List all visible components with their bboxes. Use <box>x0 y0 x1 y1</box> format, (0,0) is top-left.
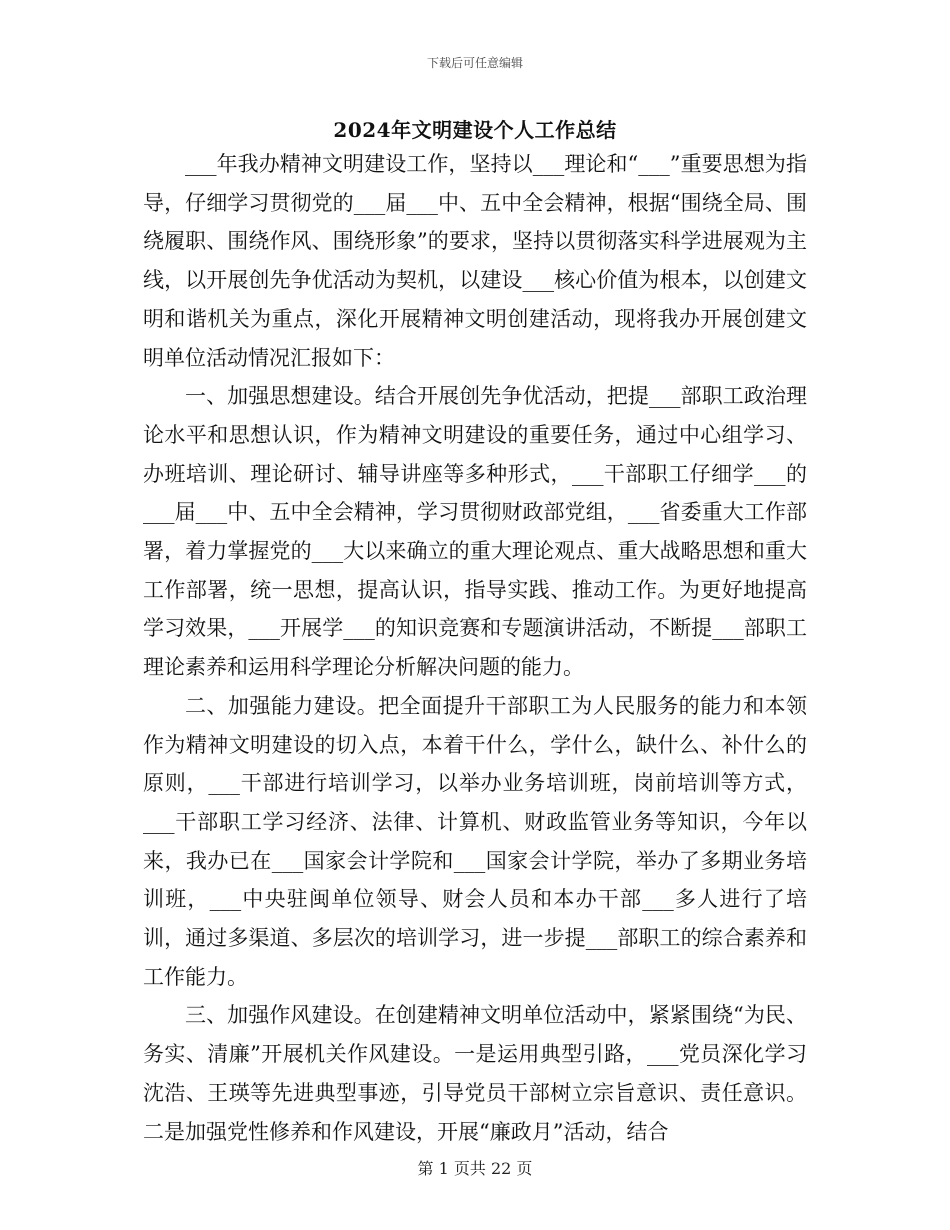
header-note: 下载后可任意编辑 <box>426 56 523 70</box>
paragraph-intro: ___年我办精神文明建设工作，坚持以___理论和“___”重要思想为指导，仔细学习贯彻党的___届___中、五中全会精神，根据“围绕全局、围绕履职、围绕作风、围绕形象”的要求，坚持以贯彻落实科学进展观为主线，以开展创先争优活动为契机，以建设___核心价值为根本，以创建文明和谐机关为重点，深化开展精神文明创建活动，现将我办开展创建文明单位活动情况汇报如下： <box>143 152 807 370</box>
document-body <box>143 145 807 1151</box>
page-footer: 第 1 页共 22 页 <box>417 1159 533 1178</box>
paragraph-conduct: 三、加强作风建设。在创建精神文明单位活动中，紧紧围绕“为民、务实、清廉”开展机关作风建设。一是运用典型引路，___党员深化学习沈浩、王瑛等先进典型事迹，引导党员干部树立宗旨意识、责任意识。二是加强党性修养和作风建设，开展“廉政月”活动，结合 <box>143 1003 807 1144</box>
paragraph-capability: 二、加强能力建设。把全面提升干部职工为人民服务的能力和本领作为精神文明建设的切入点，本着干什么，学什么，缺什么、补什么的原则，___干部进行培训学习，以举办业务培训班，岗前培训等方式，___干部职工学习经济、法律、计算机、财政监管业务等知识，今年以来，我办已在___国家会计学院和___国家会计学院，举办了多期业务培训班，___中央驻闽单位领导、财会人员和本办干部___多人进行了培训，通过多渠道、多层次的培训学习，进一步提___部职工的综合素养和工作能力。 <box>143 693 807 989</box>
document-title: 2024年文明建设个人工作总结 <box>333 118 617 142</box>
paragraph-ideology: 一、加强思想建设。结合开展创先争优活动，把提___部职工政治理论水平和思想认识，作为精神文明建设的重要任务，通过中心组学习、办班培训、理论研讨、辅导讲座等多种形式，___干部职工仔细学___的___届___中、五中全会精神，学习贯彻财政部党组，___省委重大工作部署，着力掌握党的___大以来确立的重大理论观点、重大战略思想和重大工作部署，统一思想，提高认识，指导实践、推动工作。为更好地提高学习效果，___开展学___的知识竞赛和专题演讲活动，不断提___部职工理论素养和运用科学理论分析解决问题的能力。 <box>143 384 807 680</box>
